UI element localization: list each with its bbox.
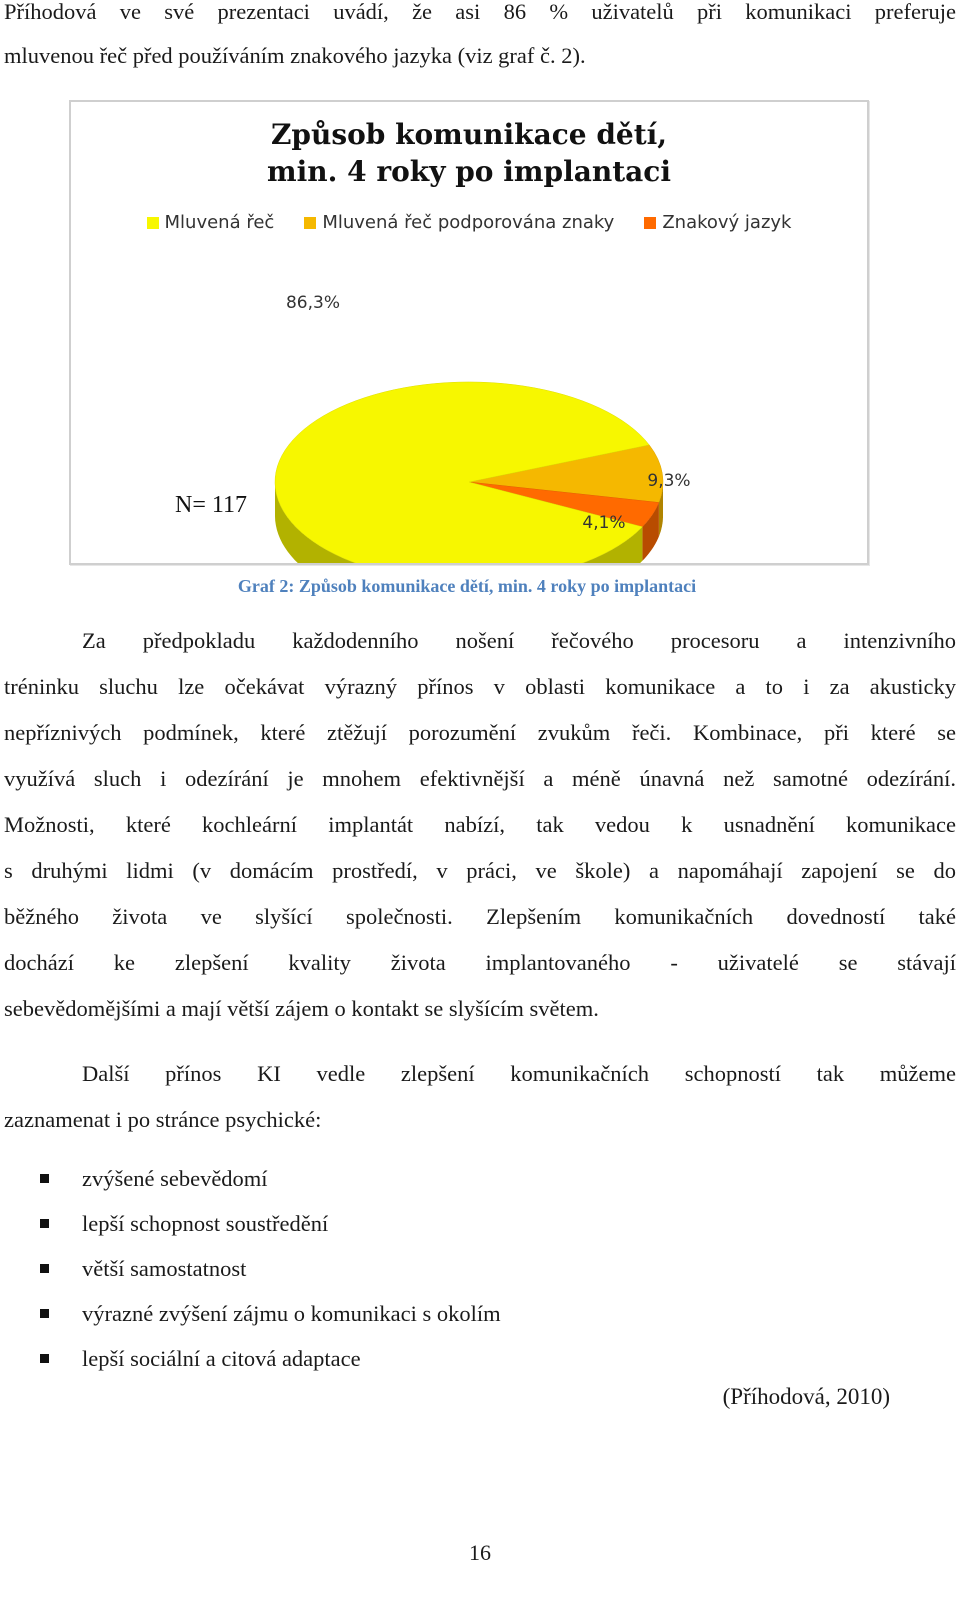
list-item-text: lepší sociální a citová adaptace: [82, 1346, 361, 1371]
list-item: [40, 1336, 501, 1381]
paragraph-line: zaznamenat i po stránce psychické:: [4, 1107, 322, 1132]
square-bullet-icon: [40, 1354, 49, 1363]
list-item-text: zvýšené sebevědomí: [82, 1166, 268, 1191]
list-item-text: větší samostatnost: [82, 1256, 247, 1281]
paragraph-benefits: [4, 618, 956, 1032]
pie-value-label-2: 4,1%: [582, 513, 626, 533]
paragraph-line: využívá sluch i odezírání je mnohem efektivnější a méně únavná než samotné odezírání.: [4, 766, 956, 791]
sample-size-annotation: N= 117: [175, 492, 247, 518]
chart-frame: [69, 100, 869, 565]
chart-title: Způsob komunikace dětí, min. 4 roky po implantaci: [267, 118, 671, 188]
paragraph-line: Další přínos KI vedle zlepšení komunikačních schopností tak můžeme: [82, 1061, 956, 1086]
square-bullet-icon: [40, 1309, 49, 1318]
pie-value-label-1: 9,3%: [647, 471, 691, 491]
legend-label-spoken: Mluvená řeč: [164, 212, 275, 233]
list-item: [40, 1291, 501, 1336]
intro-line-2: mluvenou řeč před používáním znakového jazyka (viz graf č. 2).: [4, 43, 586, 68]
pie-value-label-0: 86,3%: [285, 293, 341, 313]
paragraph-line: běžného života ve slyšící společnosti. Zlepšením komunikačních dovedností také: [4, 904, 956, 929]
paragraph-line: tréninku sluchu lze očekávat výrazný přínos v oblasti komunikace a to i za akusticky: [4, 674, 956, 699]
paragraph-psychic: [4, 1051, 956, 1143]
paragraph-line: Možnosti, které kochleární implantát nabízí, tak vedou k usnadnění komunikace: [4, 812, 956, 837]
figure-caption: Graf 2: Způsob komunikace dětí, min. 4 roky po implantaci: [237, 576, 697, 596]
list-item: [40, 1201, 501, 1246]
list-item: [40, 1246, 501, 1291]
legend-label-supported: Mluvená řeč podporována znaky: [322, 212, 615, 233]
citation: (Příhodová, 2010): [722, 1384, 890, 1409]
intro-line-1: Příhodová ve své prezentaci uvádí, že asi 86 % uživatelů při komunikaci preferuje: [4, 0, 956, 24]
paragraph-line: dochází ke zlepšení kvality života implantovaného - uživatelé se stávají: [4, 950, 956, 975]
page-number: 16: [469, 1540, 491, 1565]
list-item-text: výrazné zvýšení zájmu o komunikaci s okolím: [82, 1301, 501, 1326]
intro-paragraph: [4, 0, 956, 78]
paragraph-line: Za předpokladu každodenního nošení řečového procesoru a intenzivního: [82, 628, 956, 653]
pie-chart: [71, 102, 867, 563]
square-bullet-icon: [40, 1264, 49, 1273]
paragraph-line: nepříznivých podmínek, které ztěžují porozumění zvukům řeči. Kombinace, při které se: [4, 720, 956, 745]
list-item-text: lepší schopnost soustředění: [82, 1211, 329, 1236]
paragraph-line: sebevědomějšími a mají větší zájem o kontakt se slyšícím světem.: [4, 996, 599, 1021]
list-item: [40, 1156, 501, 1201]
legend-label-sign: Znakový jazyk: [662, 212, 792, 233]
paragraph-line: s druhými lidmi (v domácím prostředí, v práci, ve škole) a napomáhají zapojení se do: [4, 858, 956, 883]
benefit-list: [40, 1156, 501, 1381]
square-bullet-icon: [40, 1174, 49, 1183]
square-bullet-icon: [40, 1219, 49, 1228]
